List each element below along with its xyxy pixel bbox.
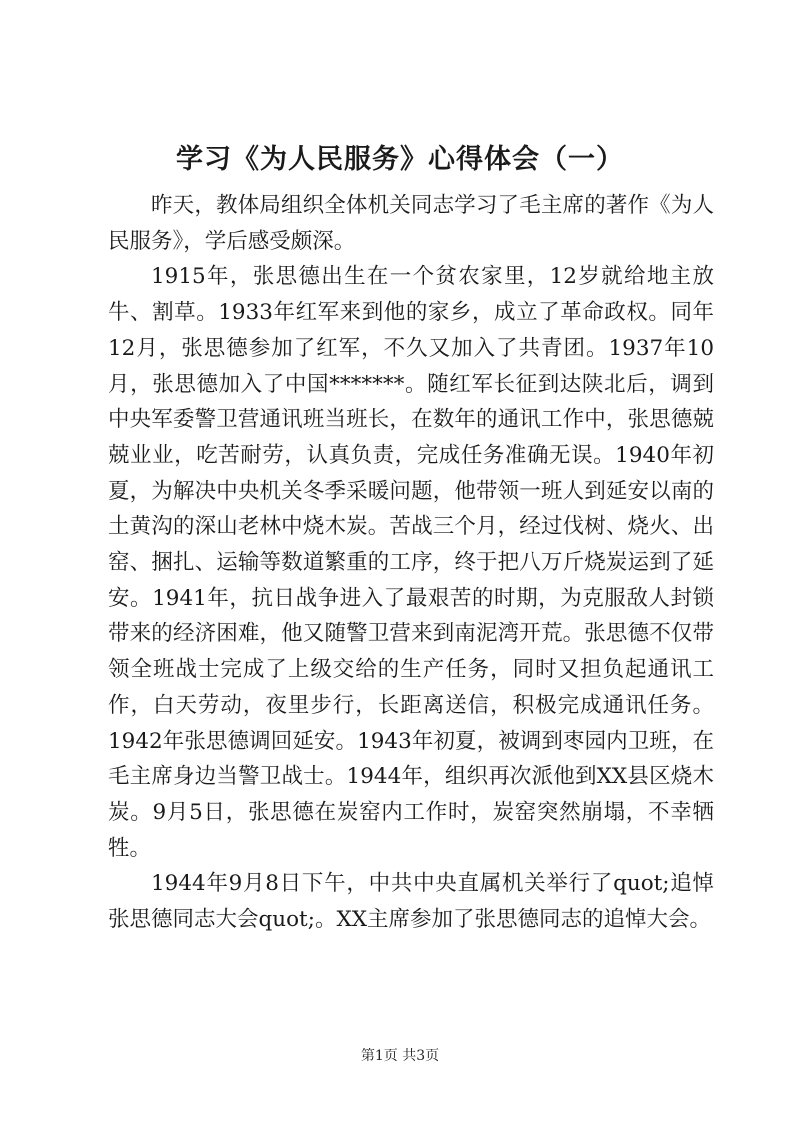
document-body (108, 188, 714, 938)
page-footer: 第1页 共3页 (360, 1048, 440, 1064)
paragraph-2: 1915年，张思德出生在一个贫农家里，12岁就给地主放牛、割草。1933年红军来到他的家乡，成立了革命政权。同年12月，张思德参加了红军，不久又加入了共青团。1937年10月，张思德加入了中国*******。随红军长征到达陕北后，调到中央军委警卫营通讯班当班长，在数年的通讯工作中，张思德兢兢业业，吃苦耐劳，认真负责，完成任务准确无误。1940年初夏，为解决中央机关冬季采暖问题，他带领一班人到延安以南的土黄沟的深山老林中烧木炭。苦战三个月，经过伐树、烧火、出窑、捆扎、运输等数道繁重的工序，终于把八万斤烧炭运到了延安。1941年，抗日战争进入了最艰苦的时期，为克服敌人封锁带来的经济困难，他又随警卫营来到南泥湾开荒。张思德不仅带领全班战士完成了上级交给的生产任务，同时又担负起通讯工作，白天劳动，夜里步行，长距离送信，积极完成通讯任务。1942年张思德调回延安。1943年初夏，被调到枣园内卫班，在毛主席身边当警卫战士。1944年，组织再次派他到XX县区烧木炭。9月5日，张思德在炭窑内工作时，炭窑突然崩塌，不幸牺牲。 (108, 264, 714, 861)
paragraph-1: 昨天，教体局组织全体机关同志学习了毛主席的著作《为人民服务》，学后感受颇深。 (108, 193, 714, 254)
paragraph-3: 1944年9月8日下午，中共中央直属机关举行了quot;追悼张思德同志大会quot;。XX主席参加了张思德同志的追悼大会。 (108, 871, 714, 933)
document-title: 学习《为人民服务》心得体会（一） (176, 144, 624, 175)
